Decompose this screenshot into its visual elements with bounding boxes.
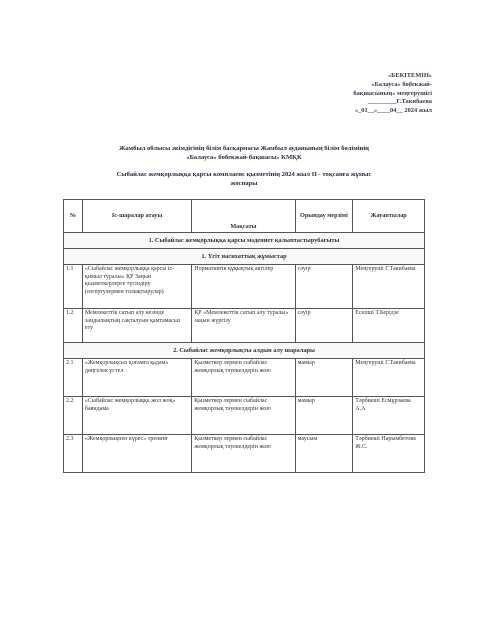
row-responsible: Тәрбиеші Нарымбетова Ж.С. — [353, 435, 425, 473]
row-number: 1.1 — [64, 265, 83, 309]
table-row — [64, 359, 425, 397]
row-name: «Жемқорлықсыз қоғамға қадам» дөңгелек үстел — [82, 359, 191, 397]
row-goal: ҚР «Мемлекеттік сатып алу туралы» заңын жүргізу — [192, 309, 295, 343]
section-1-title: 1. Сыбайлас жемқорлыққа қарсы мәдениет қалыптастырубағыты — [64, 233, 425, 249]
row-term: мамыр — [295, 359, 353, 397]
row-name: «Жемқорлықпен күрес» тренинг — [82, 435, 191, 473]
col-term: Орындау мерзімі — [295, 200, 353, 233]
plan-title — [64, 170, 424, 188]
row-term: сәуір — [295, 309, 353, 343]
org-line-2: «Балауса» бөбекжай-бақшасы» КМҚК — [186, 154, 302, 161]
section-2-title: 2. Сыбайлас жемқорлықты алдын алу шаралары — [64, 343, 425, 359]
plan-line-1: Сыбайлас жемқорлыққа қарсы комплаенс қызметінің 2024 жыл II - тоқсанға жұмыс — [116, 171, 372, 178]
row-name: Мемлекеттік сатып алу кезінде заңдылықтың сақталуын қамтамасыз ету — [82, 309, 191, 343]
plan-line-2: жоспары — [230, 180, 258, 187]
row-responsible: Тәрбиеші Есмұрзаева А.А — [353, 397, 425, 435]
approval-stamp — [322, 72, 432, 116]
row-responsible: Есепші Т.Берідзе — [353, 309, 425, 343]
approval-line-4: «_01__»____04__ 2024 жыл — [354, 107, 432, 115]
table-header-row — [64, 200, 425, 233]
table-row — [64, 435, 425, 473]
approval-line-1: «Балауса» бөбекжай- — [371, 80, 432, 88]
section-row — [64, 249, 425, 265]
section-row — [64, 233, 425, 249]
row-responsible: Меңгеруші Г.Такибаева — [353, 359, 425, 397]
row-goal: Нормативтік құқықтық актілер — [192, 265, 295, 309]
col-number: № — [64, 200, 83, 233]
table-row — [64, 397, 425, 435]
row-goal: Қызметкер лермен сыбайлас жемқорлық тәуекелдерін жою — [192, 397, 295, 435]
org-line-1: Жамбыл облысы әкімдігінің білім басқармасы Жамбыл ауданының білім бөлімінің — [119, 145, 369, 152]
row-term: сәуір — [295, 265, 353, 309]
approval-title: «БЕКІТЕМІН» — [387, 72, 432, 79]
col-responsible: Жауаптылар — [353, 200, 425, 233]
row-number: 2.2 — [64, 397, 83, 435]
table-row — [64, 265, 425, 309]
row-number: 2.1 — [64, 359, 83, 397]
org-header — [64, 144, 424, 162]
table-row — [64, 309, 425, 343]
col-goal: Мақсаты — [192, 200, 295, 233]
row-number: 1.2 — [64, 309, 83, 343]
col-name: Іс-шаралар атауы — [82, 200, 191, 233]
approval-line-2: бақшасының» меңгерушісі — [353, 89, 432, 97]
row-responsible: Меңгеруші Г.Такибаева — [353, 265, 425, 309]
section-row — [64, 343, 425, 359]
subsection-1-title: 1. Үгіт насихаттық жұмыстар — [64, 249, 425, 265]
document-page — [54, 36, 434, 596]
row-number: 2.3 — [64, 435, 83, 473]
row-goal: Қызметкер лермен сыбайлас жемқорлық тәуекелдерін жою — [192, 435, 295, 473]
row-term: маусым — [295, 435, 353, 473]
row-term: мамыр — [295, 397, 353, 435]
plan-table — [63, 199, 425, 473]
row-name: «Сыбайлас жемқорлыққа жол жоқ» баяндама — [82, 397, 191, 435]
row-goal: Қызметкер лермен сыбайлас жемқорлық тәуекелдерін жою — [192, 359, 295, 397]
row-name: «Сыбайлас жемқорлыққа қарсы іс-қимыл туралы» ҚР Заңын қызметкерлерге түсіндіру (өзгертулермен толықтырулар) — [82, 265, 191, 309]
approval-line-3: _________Г.Такибаева — [367, 98, 432, 106]
